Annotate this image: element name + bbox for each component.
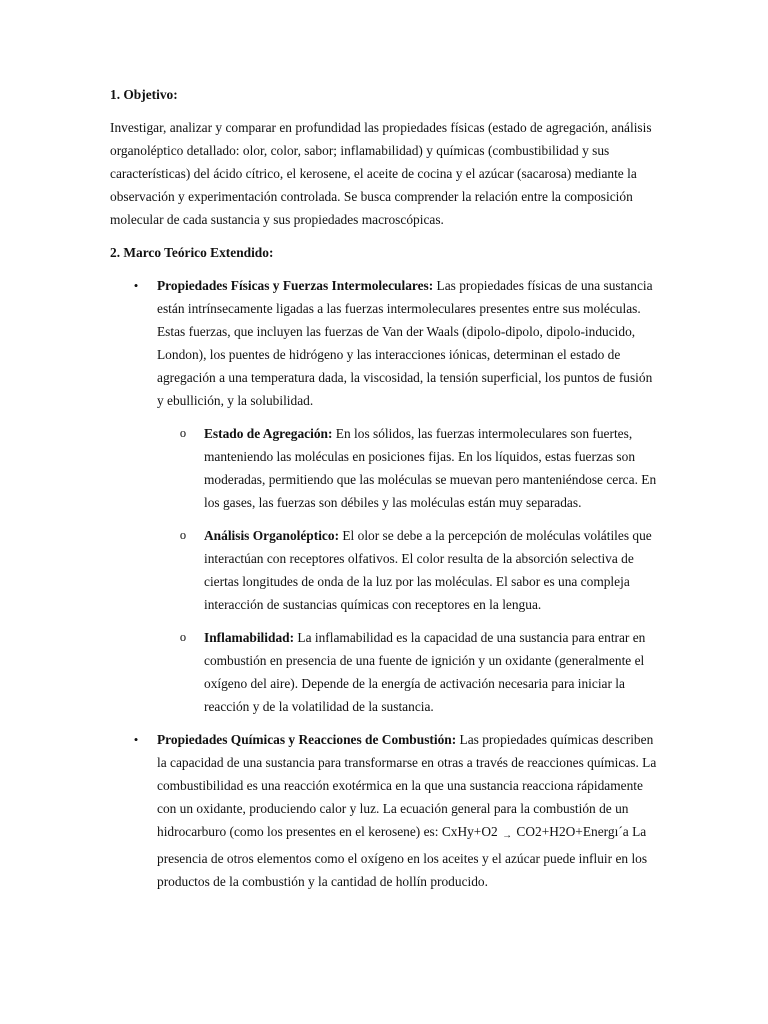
- bullet-term: Propiedades Físicas y Fuerzas Intermoleculares:: [157, 278, 434, 293]
- subitem-term: Inflamabilidad:: [204, 630, 295, 645]
- subitem-organoleptic: [157, 524, 660, 616]
- subitem-text: La inflamabilidad es la capacidad de una sustancia para entrar en combustión en presencia de una fuente de ignición y un oxidante (generalmente el oxígeno del aire). Depende de la energía de activación necesaria para iniciar la reacción y de la volatilidad de la sustancia.: [204, 630, 646, 714]
- subitem-term: Estado de Agregación:: [204, 426, 333, 441]
- sub-bullet-marker: o: [179, 630, 187, 644]
- objective-paragraph: Investigar, analizar y comparar en profundidad las propiedades físicas (estado de agregación, análisis organoléptico detallado: olor, color, sabor; inflamabilidad) y químicas (combustibilidad y sus características) del ácido cítrico, el kerosene, el aceite de cocina y el azúcar (sacarosa) mediante la observación y experimentación controlada. Se busca comprender la relación entre la composición molecular de cada sustancia y sus propiedades macroscópicas.: [110, 120, 652, 227]
- subitem-text: En los sólidos, las fuerzas intermoleculares son fuertes, manteniendo las moléculas en posiciones fijas. En los líquidos, estas fuerzas son moderadas, permitiendo que las moléculas se muevan pero manteniéndose cerca. En los gases, las fuerzas son débiles y las moléculas están muy separadas.: [204, 426, 657, 510]
- reaction-arrow-icon: →: [502, 830, 513, 841]
- bullet-chemical-properties: [110, 728, 660, 893]
- subitem-term: Análisis Organoléptico:: [204, 528, 340, 543]
- bullet-term: Propiedades Químicas y Reacciones de Combustión:: [157, 732, 457, 747]
- bullet-text-continued: CO2+H2O+Energı´a La presencia de otros elementos como el oxígeno en los aceites y el azúcar puede influir en los productos de la combustión y la cantidad de hollín producido.: [157, 824, 648, 889]
- sub-bullet-marker: o: [179, 528, 187, 542]
- bullet-text: Las propiedades físicas de una sustancia están intrínsecamente ligadas a las fuerzas intermoleculares presentes entre sus moléculas. Estas fuerzas, que incluyen las fuerzas de Van der Waals (dipolo-dipolo, dipolo-inducido, London), los puentes de hidrógeno y las interacciones iónicas, determinan el estado de agregación a una temperatura dada, la viscosidad, la tensión superficial, los puntos de fusión y ebullición, y la solubilidad.: [157, 278, 653, 408]
- document-body: [110, 83, 660, 903]
- bullet-physical-properties: [110, 274, 660, 718]
- subitem-aggregation-state: [157, 422, 660, 514]
- subitem-text: El olor se debe a la percepción de moléculas volátiles que interactúan con receptores olfativos. El color resulta de la absorción selectiva de ciertas longitudes de onda de la luz por las moléculas. El sabor es una compleja interacción de sustancias químicas con receptores en la lengua.: [204, 528, 652, 612]
- bullet-text: Las propiedades químicas describen la capacidad de una sustancia para transformarse en otras a través de reacciones químicas. La combustibilidad es una reacción exotérmica en la que una sustancia reacciona rápidamente con un oxidante, produciendo calor y luz. La ecuación general para la combustión de un hidrocarburo (como los presentes en el kerosene) es: CxHy+O2: [157, 732, 657, 839]
- sub-bullet-marker: o: [179, 426, 187, 440]
- theory-heading: 2. Marco Teórico Extendido:: [110, 245, 274, 260]
- physical-properties-sublist: [157, 422, 660, 718]
- bullet-marker: •: [133, 732, 139, 747]
- bullet-marker: •: [133, 278, 139, 293]
- theory-bullet-list: [110, 274, 660, 893]
- subitem-flammability: [157, 626, 660, 718]
- objective-heading: 1. Objetivo:: [110, 87, 178, 102]
